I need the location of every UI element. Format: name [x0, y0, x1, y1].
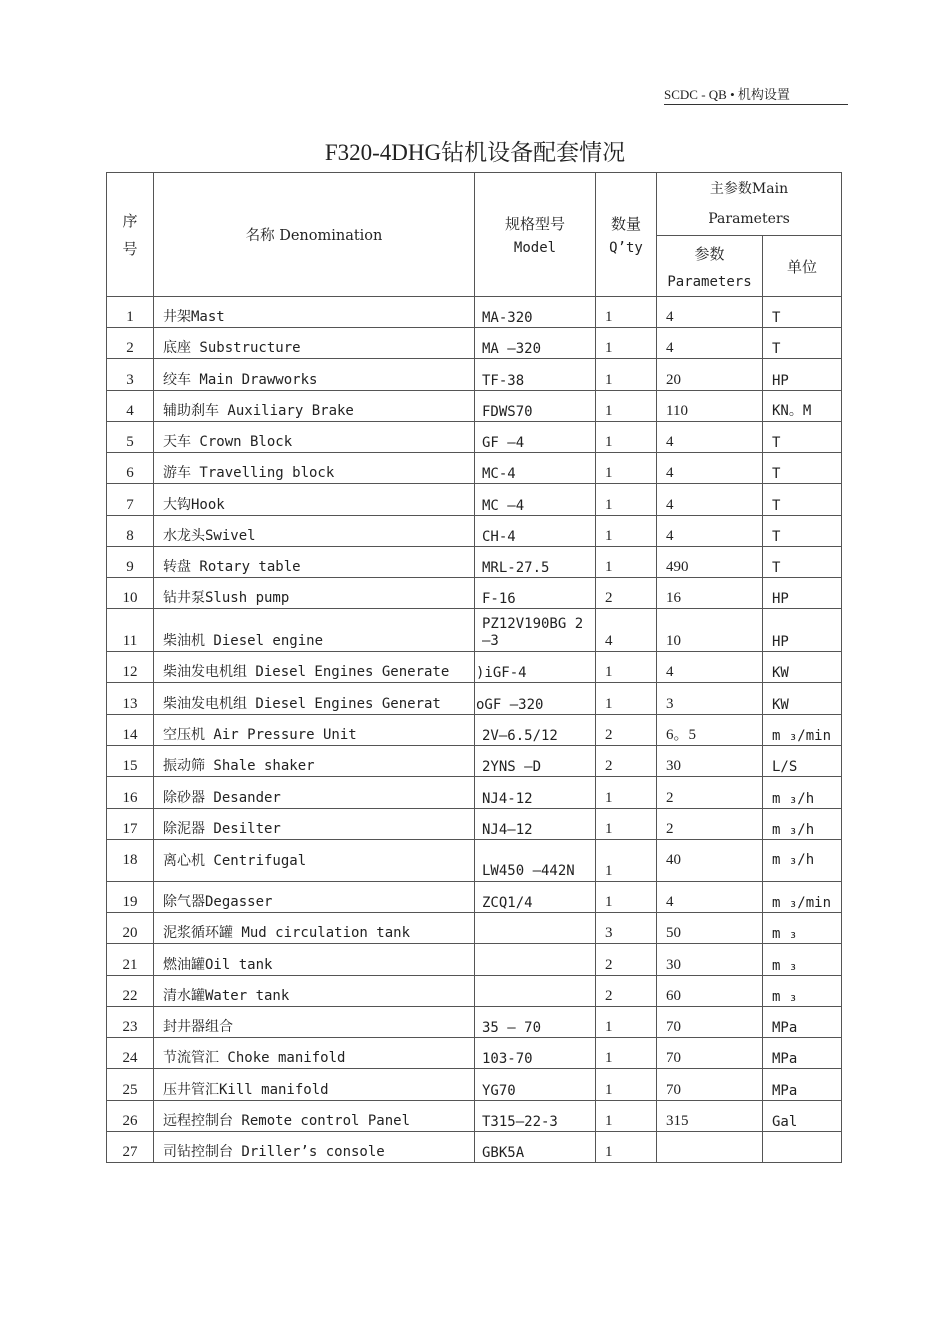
cell-qty: 1	[596, 484, 657, 516]
cell-qty: 1	[596, 391, 657, 422]
cell-unit: m ₃/min	[763, 715, 842, 746]
cell-model: GBK5A	[475, 1132, 596, 1163]
cell-qty: 1	[596, 547, 657, 578]
table-row	[107, 391, 842, 422]
cell-qty: 1	[596, 1132, 657, 1163]
table-row	[107, 683, 842, 715]
table-row	[107, 913, 842, 944]
cell-no: 26	[107, 1101, 154, 1132]
cell-param: 30	[657, 746, 763, 777]
cell-unit: T	[763, 297, 842, 328]
cell-no: 27	[107, 1132, 154, 1163]
cell-name: 井架Mast	[154, 297, 475, 328]
cell-unit	[763, 1132, 842, 1163]
cell-name: 空压机 Air Pressure Unit	[154, 715, 475, 746]
cell-name: 绞车 Main Drawworks	[154, 359, 475, 391]
cell-param: 6。5	[657, 715, 763, 746]
cell-name: 封井器组合	[154, 1007, 475, 1038]
cell-param: 4	[657, 422, 763, 453]
cell-name: 天车 Crown Block	[154, 422, 475, 453]
cell-param: 3	[657, 683, 763, 715]
cell-param: 490	[657, 547, 763, 578]
table-row	[107, 422, 842, 453]
cell-no: 1	[107, 297, 154, 328]
cell-qty: 2	[596, 746, 657, 777]
cell-qty: 3	[596, 913, 657, 944]
cell-model: T315—22-3	[475, 1101, 596, 1132]
header-model	[475, 173, 596, 297]
table-row	[107, 484, 842, 516]
cell-unit: m ₃/min	[763, 882, 842, 913]
table-row	[107, 578, 842, 609]
cell-model: MRL-27.5	[475, 547, 596, 578]
cell-qty: 1	[596, 297, 657, 328]
table-row	[107, 516, 842, 547]
cell-no: 22	[107, 976, 154, 1007]
table-row	[107, 882, 842, 913]
cell-no: 7	[107, 484, 154, 516]
cell-param: 40	[657, 840, 763, 882]
cell-no: 14	[107, 715, 154, 746]
table-row	[107, 547, 842, 578]
cell-unit: m ₃/h	[763, 777, 842, 809]
table-row	[107, 1132, 842, 1163]
table-row	[107, 359, 842, 391]
cell-unit: HP	[763, 578, 842, 609]
cell-param: 30	[657, 944, 763, 976]
cell-name: 游车 Travelling block	[154, 453, 475, 484]
cell-model: 2YNS —D	[475, 746, 596, 777]
cell-qty: 1	[596, 840, 657, 882]
cell-qty: 2	[596, 976, 657, 1007]
header-qty	[596, 173, 657, 297]
table-row	[107, 328, 842, 359]
table-row	[107, 1101, 842, 1132]
cell-param: 50	[657, 913, 763, 944]
cell-no: 12	[107, 652, 154, 683]
cell-name: 柴油发电机组 Diesel Engines Generat	[154, 683, 475, 715]
cell-model: FDWS70	[475, 391, 596, 422]
cell-model: YG70	[475, 1069, 596, 1101]
cell-qty: 1	[596, 652, 657, 683]
header-name: 名称 Denomination	[154, 173, 475, 297]
cell-name: 清水罐Water tank	[154, 976, 475, 1007]
cell-qty: 1	[596, 1007, 657, 1038]
cell-unit: T	[763, 484, 842, 516]
cell-name: 压井管汇Kill manifold	[154, 1069, 475, 1101]
cell-name: 远程控制台 Remote control Panel	[154, 1101, 475, 1132]
cell-name: 离心机 Centrifugal	[154, 840, 475, 882]
cell-model: LW450 —442N	[475, 840, 596, 882]
cell-param: 70	[657, 1038, 763, 1069]
cell-no: 11	[107, 609, 154, 652]
cell-model: oGF —320	[475, 683, 596, 715]
cell-unit: L/S	[763, 746, 842, 777]
cell-unit: HP	[763, 609, 842, 652]
cell-qty: 1	[596, 516, 657, 547]
cell-no: 17	[107, 809, 154, 840]
header-main-params: 主参数Main Parameters	[657, 173, 842, 236]
cell-param: 70	[657, 1007, 763, 1038]
cell-model: MC —4	[475, 484, 596, 516]
cell-no: 24	[107, 1038, 154, 1069]
page-title: F320-4DHG钻机设备配套情况	[324, 140, 626, 165]
cell-name: 水龙头Swivel	[154, 516, 475, 547]
cell-param: 4	[657, 882, 763, 913]
cell-model: MC-4	[475, 453, 596, 484]
cell-no: 3	[107, 359, 154, 391]
cell-unit: m ₃	[763, 976, 842, 1007]
header-unit: 单位	[763, 236, 842, 297]
table-row	[107, 777, 842, 809]
cell-qty: 1	[596, 453, 657, 484]
cell-param: 315	[657, 1101, 763, 1132]
cell-param: 4	[657, 516, 763, 547]
cell-model: NJ4-12	[475, 777, 596, 809]
table-row	[107, 840, 842, 882]
table-row	[107, 1069, 842, 1101]
cell-name: 司钻控制台 Driller’s console	[154, 1132, 475, 1163]
equipment-table	[106, 172, 842, 1163]
header-qty-en: Q’ty	[609, 240, 643, 256]
cell-param: 4	[657, 484, 763, 516]
cell-model-text: PZ12V190BG 2 —3	[482, 616, 584, 649]
cell-no: 20	[107, 913, 154, 944]
table-row	[107, 715, 842, 746]
header-param-en: Parameters	[667, 273, 752, 290]
header-model-en: Model	[513, 240, 557, 256]
cell-no: 18	[107, 840, 154, 882]
cell-qty: 2	[596, 715, 657, 746]
cell-name: 柴油机 Diesel engine	[154, 609, 475, 652]
cell-name: 底座 Substructure	[154, 328, 475, 359]
cell-unit: m ₃/h	[763, 809, 842, 840]
cell-param: 20	[657, 359, 763, 391]
cell-param: 2	[657, 809, 763, 840]
cell-name: 除砂器 Desander	[154, 777, 475, 809]
cell-unit: MPa	[763, 1038, 842, 1069]
cell-qty: 1	[596, 422, 657, 453]
cell-param: 60	[657, 976, 763, 1007]
cell-model: 2V—6.5/12	[475, 715, 596, 746]
table-row	[107, 976, 842, 1007]
cell-model	[475, 913, 596, 944]
header-param	[657, 236, 763, 297]
header-param-cn: 参数	[694, 244, 725, 263]
cell-model: NJ4—12	[475, 809, 596, 840]
cell-name: 燃油罐Oil tank	[154, 944, 475, 976]
cell-no: 23	[107, 1007, 154, 1038]
cell-no: 2	[107, 328, 154, 359]
cell-qty: 1	[596, 777, 657, 809]
cell-param: 4	[657, 453, 763, 484]
table-row	[107, 1038, 842, 1069]
cell-name: 钻井泵Slush pump	[154, 578, 475, 609]
cell-no: 6	[107, 453, 154, 484]
table-row	[107, 746, 842, 777]
cell-unit: MPa	[763, 1069, 842, 1101]
cell-name: 转盘 Rotary table	[154, 547, 475, 578]
cell-model: GF —4	[475, 422, 596, 453]
cell-qty: 1	[596, 1038, 657, 1069]
cell-qty: 1	[596, 809, 657, 840]
table-row	[107, 609, 842, 652]
cell-model: TF-38	[475, 359, 596, 391]
cell-unit: Gal	[763, 1101, 842, 1132]
cell-model	[475, 976, 596, 1007]
cell-name: 大钩Hook	[154, 484, 475, 516]
cell-param	[657, 1132, 763, 1163]
cell-param: 10	[657, 609, 763, 652]
cell-qty: 1	[596, 1101, 657, 1132]
cell-name: 振动筛 Shale shaker	[154, 746, 475, 777]
cell-unit: m ₃/h	[763, 840, 842, 882]
cell-model	[475, 944, 596, 976]
cell-model: )iGF-4	[475, 652, 596, 683]
cell-model: 103-70	[475, 1038, 596, 1069]
cell-unit: T	[763, 328, 842, 359]
cell-no: 10	[107, 578, 154, 609]
cell-param: 4	[657, 652, 763, 683]
cell-unit: KW	[763, 652, 842, 683]
cell-no: 21	[107, 944, 154, 976]
cell-no: 15	[107, 746, 154, 777]
cell-no: 25	[107, 1069, 154, 1101]
table-row	[107, 944, 842, 976]
cell-no: 19	[107, 882, 154, 913]
cell-no: 13	[107, 683, 154, 715]
table-row	[107, 809, 842, 840]
cell-model: CH-4	[475, 516, 596, 547]
cell-qty: 1	[596, 1069, 657, 1101]
cell-name: 除泥器 Desilter	[154, 809, 475, 840]
cell-unit: T	[763, 516, 842, 547]
cell-unit: m ₃	[763, 913, 842, 944]
cell-unit: m ₃	[763, 944, 842, 976]
cell-param: 70	[657, 1069, 763, 1101]
cell-name: 泥浆循环罐 Mud circulation tank	[154, 913, 475, 944]
table-row	[107, 652, 842, 683]
cell-model: ZCQ1/4	[475, 882, 596, 913]
cell-no: 9	[107, 547, 154, 578]
cell-param: 110	[657, 391, 763, 422]
cell-unit: KW	[763, 683, 842, 715]
cell-name: 辅助刹车 Auxiliary Brake	[154, 391, 475, 422]
cell-model: MA-320	[475, 297, 596, 328]
cell-qty: 1	[596, 359, 657, 391]
cell-no: 4	[107, 391, 154, 422]
cell-unit: KN。M	[763, 391, 842, 422]
cell-model	[475, 609, 596, 652]
cell-name: 柴油发电机组 Diesel Engines Generate	[154, 652, 475, 683]
cell-unit: T	[763, 453, 842, 484]
cell-unit: T	[763, 422, 842, 453]
cell-name: 节流管汇 Choke manifold	[154, 1038, 475, 1069]
table-row	[107, 1007, 842, 1038]
cell-unit: HP	[763, 359, 842, 391]
cell-model: F-16	[475, 578, 596, 609]
cell-no: 8	[107, 516, 154, 547]
document-reference-code: SCDC - QB • 机构设置	[664, 84, 848, 105]
cell-qty: 4	[596, 609, 657, 652]
cell-param: 16	[657, 578, 763, 609]
cell-param: 4	[657, 328, 763, 359]
table-row	[107, 297, 842, 328]
cell-qty: 2	[596, 578, 657, 609]
cell-no: 16	[107, 777, 154, 809]
header-no: 序号	[107, 173, 154, 297]
cell-param: 2	[657, 777, 763, 809]
cell-param: 4	[657, 297, 763, 328]
cell-unit: MPa	[763, 1007, 842, 1038]
header-qty-cn: 数量	[610, 215, 641, 233]
table-row	[107, 453, 842, 484]
cell-model: MA —320	[475, 328, 596, 359]
header-model-cn: 规格型号	[504, 215, 565, 233]
cell-model: 35 — 70	[475, 1007, 596, 1038]
cell-qty: 1	[596, 882, 657, 913]
cell-name: 除气器Degasser	[154, 882, 475, 913]
cell-qty: 1	[596, 328, 657, 359]
cell-unit: T	[763, 547, 842, 578]
cell-no: 5	[107, 422, 154, 453]
cell-qty: 1	[596, 683, 657, 715]
cell-qty: 2	[596, 944, 657, 976]
